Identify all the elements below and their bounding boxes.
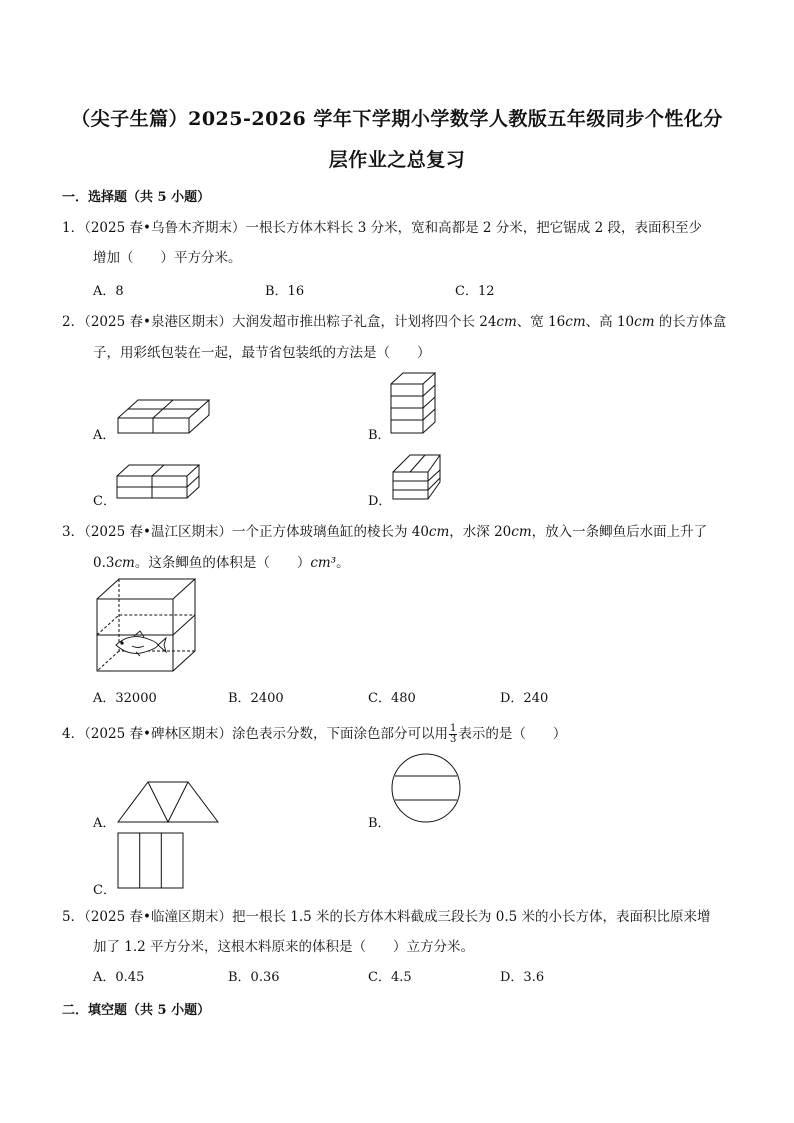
fraction-one-third: $\frac{1}{3}$ — [449, 723, 457, 745]
q1-option-a: A．8 — [93, 284, 124, 299]
page-title-line2: 层作业之总复习 — [328, 149, 466, 171]
q4-figure-c-rectangle — [116, 831, 186, 891]
q2-option-c: C． — [93, 494, 116, 509]
q2-text-line1: 2．（2025 春•泉港区期末）大润发超市推出粽子礼盒，计划将四个长 24cm、宽 16cm、高 10cm 的长方体盒 — [62, 314, 727, 330]
q4-text-line1: 4．（2025 春•碑林区期末）涂色表示分数，下面涂色部分可以用 $\frac{1}{3}$ 表示的是（ ） — [62, 723, 567, 745]
q3-text-line2: 0.3cm。这条鲫鱼的体积是（ ）cm³。 — [93, 555, 350, 571]
q4-figure-a-trapezoid — [116, 780, 224, 826]
q2-figure-c — [115, 462, 205, 502]
q5-option-c: C．4.5 — [368, 970, 412, 985]
q5-text-line2: 加了 1.2 平方分米，这根木料原来的体积是（ ）立方分米。 — [93, 939, 475, 955]
q3-option-a: A．32000 — [93, 691, 157, 706]
q3-option-b: B．2400 — [228, 691, 284, 706]
q2-figure-a — [116, 396, 216, 436]
q1-option-c: C．12 — [455, 284, 495, 299]
q4-option-b: B． — [368, 816, 391, 831]
q5-option-d: D．3.6 — [500, 970, 545, 985]
q3-fish-tank-figure — [94, 576, 198, 674]
q4-figure-b-circle — [390, 752, 462, 824]
q2-figure-b — [388, 370, 440, 436]
q3-option-d: D．240 — [500, 691, 549, 706]
section-heading-choice: 一．选择题（共 5 小题） — [62, 190, 211, 205]
q4-option-a: A． — [93, 816, 116, 831]
q5-text-line1: 5．（2025 春•临潼区期末）把一根长 1.5 米的长方体木料截成三段长为 0.5 米的小长方体，表面积比原来增 — [62, 909, 711, 925]
q2-option-b: B． — [368, 428, 391, 443]
q1-text-line1: 1．（2025 春•乌鲁木齐期末）一根长方体木料长 3 分米，宽和高都是 2 分米，把它锯成 2 段，表面积至少 — [62, 220, 702, 236]
q2-option-d: D． — [368, 494, 392, 509]
q2-option-a: A． — [93, 428, 116, 443]
q3-text-line1: 3．（2025 春•温江区期末）一个正方体玻璃鱼缸的棱长为 40cm，水深 20cm，放入一条鲫鱼后水面上升了 — [62, 524, 708, 540]
q3-option-c: C．480 — [368, 691, 416, 706]
q2-figure-d — [390, 452, 442, 502]
q5-option-a: A．0.45 — [93, 970, 145, 985]
page-title-line1: （尖子生篇）2025-2026 学年下学期小学数学人教版五年级同步个性化分 — [71, 108, 723, 130]
q1-text-line2: 增加（ ）平方分米。 — [93, 250, 242, 266]
q1-option-b: B．16 — [265, 284, 305, 299]
q4-option-c: C． — [93, 883, 116, 898]
q5-option-b: B．0.36 — [228, 970, 280, 985]
q2-text-line2: 子，用彩纸包装在一起，最节省包装纸的方法是（ ） — [93, 345, 431, 361]
section-heading-fill-in: 二．填空题（共 5 小题） — [62, 1003, 211, 1018]
